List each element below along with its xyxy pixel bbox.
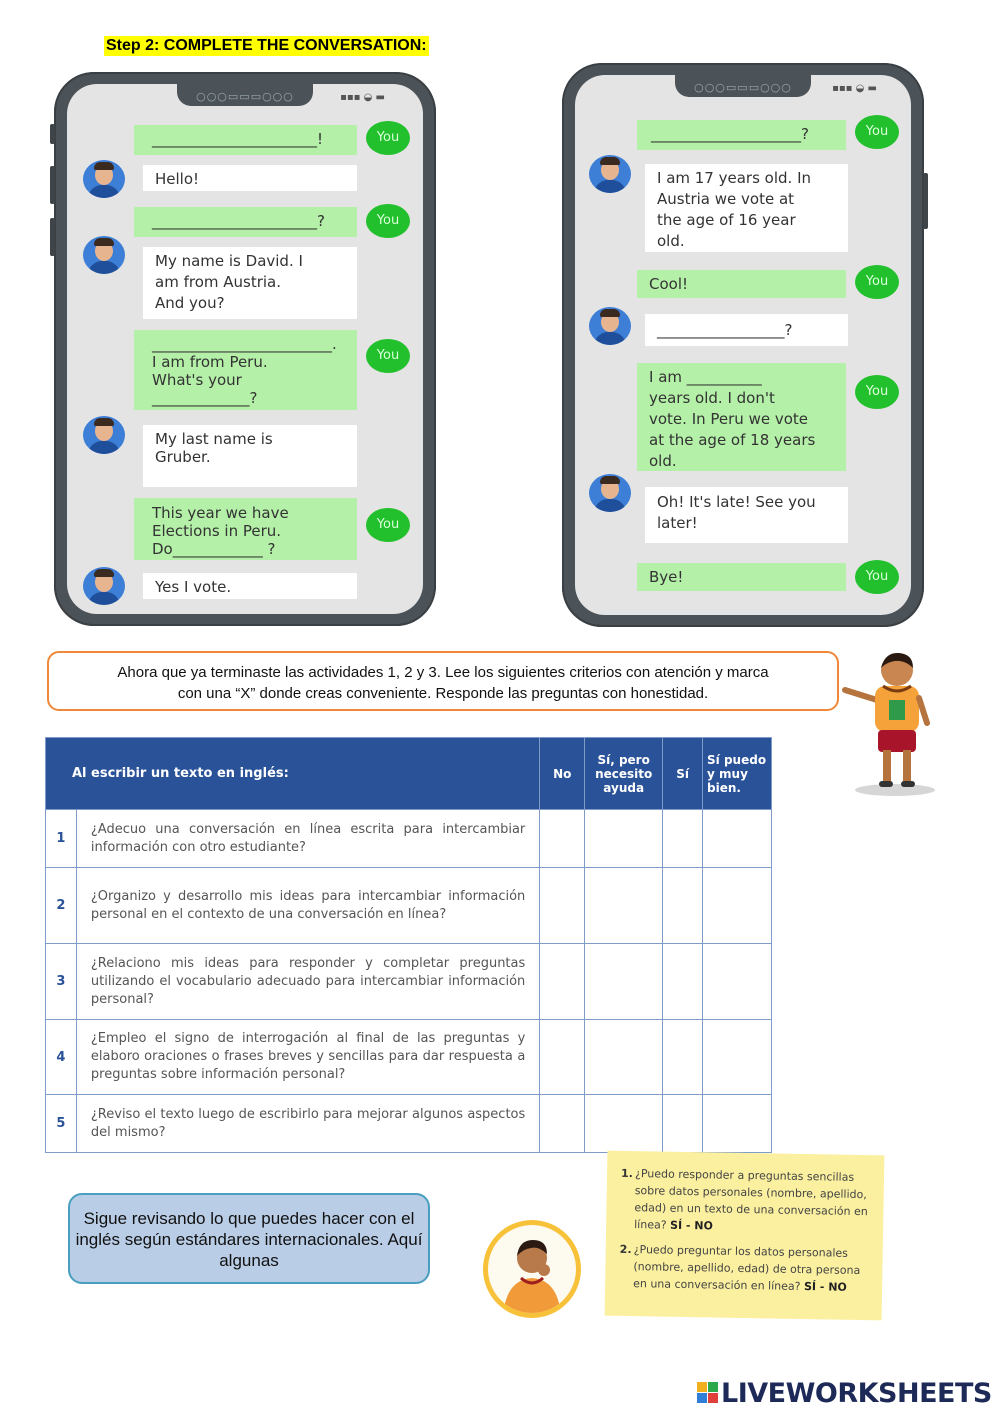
you-avatar: You bbox=[855, 375, 899, 409]
item-number: 2. bbox=[619, 1242, 632, 1257]
row-number: 5 bbox=[46, 1095, 77, 1153]
standards-item bbox=[619, 1241, 871, 1296]
david-avatar bbox=[83, 416, 125, 454]
checkbox-cell-no[interactable] bbox=[540, 810, 585, 868]
checkbox-cell-no[interactable] bbox=[540, 1020, 585, 1095]
item-number: 1. bbox=[620, 1166, 634, 1181]
checkbox-cell-help[interactable] bbox=[585, 944, 663, 1020]
standards-card bbox=[605, 1151, 885, 1321]
message-bubble-you: ________________________. I am from Peru. What's your _____________? bbox=[134, 330, 357, 410]
col-help: Sí, pero necesito ayuda bbox=[585, 738, 663, 810]
message-bubble-you: Bye! bbox=[637, 563, 846, 591]
message-bubble-you: This year we have Elections in Peru. Do____________ ? bbox=[134, 498, 357, 560]
col-well: Sí puedo y muy bien. bbox=[703, 738, 772, 810]
checkbox-cell-help[interactable] bbox=[585, 1095, 663, 1153]
instruction-line-2: con una “X” donde creas conveniente. Responde las preguntas con honestidad. bbox=[177, 685, 709, 702]
message-bubble-david: My name is David. I am from Austria. And you? bbox=[143, 247, 357, 319]
instruction-line-1: Ahora que ya terminaste las actividades 1, 2 y 3. Lee los siguientes criterios con atención y marca bbox=[117, 664, 769, 681]
you-avatar: You bbox=[366, 204, 410, 238]
self-assessment-table bbox=[45, 737, 772, 1153]
message-bubble-david: Yes I vote. bbox=[143, 573, 357, 599]
item-text bbox=[634, 1165, 872, 1237]
david-avatar bbox=[83, 160, 125, 198]
table-row bbox=[46, 1095, 772, 1153]
standards-item bbox=[620, 1165, 872, 1237]
table-header: Al escribir un texto en inglés: bbox=[46, 738, 540, 810]
you-avatar: You bbox=[855, 560, 899, 594]
you-avatar: You bbox=[366, 508, 410, 542]
table-row bbox=[46, 1020, 772, 1095]
standards-note: Sigue revisando lo que puedes hacer con el inglés según estándares internacionales. Aquí algunas bbox=[68, 1193, 430, 1284]
row-question: ¿Relaciono mis ideas para responder y completar preguntas utilizando el vocabulario adecuado para intercambiar información personal? bbox=[76, 944, 539, 1020]
checkbox-cell-help[interactable] bbox=[585, 868, 663, 944]
table-row bbox=[46, 868, 772, 944]
item-answer: SÍ - NO bbox=[803, 1280, 847, 1294]
step-title: Step 2: COMPLETE THE CONVERSATION: bbox=[106, 37, 427, 54]
david-avatar bbox=[589, 307, 631, 345]
item-question: ¿Puedo preguntar los datos personales (nombre, apellido, edad) de otra persona en una conversación en línea? bbox=[633, 1243, 861, 1293]
message-bubble-you: ______________________? bbox=[134, 207, 357, 237]
checkbox-cell-help[interactable] bbox=[585, 810, 663, 868]
you-avatar: You bbox=[855, 265, 899, 299]
message-bubble-david: I am 17 years old. In Austria we vote at the age of 16 year old. bbox=[645, 164, 848, 252]
row-question: ¿Empleo el signo de interrogación al final de las preguntas y elaboro oraciones o frases breves y sencillas para dar respuesta a preguntas sobre información personal? bbox=[76, 1020, 539, 1095]
message-bubble-david: My last name is Gruber. bbox=[143, 425, 357, 487]
checkbox-cell-si[interactable] bbox=[663, 868, 703, 944]
row-number: 1 bbox=[46, 810, 77, 868]
phone-left-screen: ○○○▭▭▭○○○ ▪▪▪ ◒ ▬ bbox=[67, 84, 423, 614]
row-question: ¿Organizo y desarrollo mis ideas para intercambiar información personal en el contexto de una conversación en línea? bbox=[76, 868, 539, 944]
item-answer: SÍ - NO bbox=[669, 1218, 714, 1233]
table-row bbox=[46, 810, 772, 868]
checkbox-cell-si[interactable] bbox=[663, 1020, 703, 1095]
row-number: 4 bbox=[46, 1020, 77, 1095]
checkbox-cell-well[interactable] bbox=[703, 944, 772, 1020]
message-bubble-david: _________________? bbox=[645, 314, 848, 346]
row-number: 2 bbox=[46, 868, 77, 944]
liveworksheets-logo-icon bbox=[697, 1382, 719, 1404]
item-text bbox=[633, 1241, 871, 1296]
checkbox-cell-well[interactable] bbox=[703, 868, 772, 944]
student-illustration bbox=[835, 648, 945, 798]
message-bubble-you: ____________________? bbox=[637, 120, 846, 150]
you-avatar: You bbox=[855, 115, 899, 149]
item-question: ¿Puedo responder a preguntas sencillas sobre datos personales (nombre, apellido, edad) en un texto de una conversación en línea? bbox=[634, 1167, 868, 1232]
row-number: 3 bbox=[46, 944, 77, 1020]
checkbox-cell-well[interactable] bbox=[703, 810, 772, 868]
david-avatar bbox=[589, 155, 631, 193]
col-si: Sí bbox=[663, 738, 703, 810]
checkbox-cell-well[interactable] bbox=[703, 1020, 772, 1095]
checkbox-cell-no[interactable] bbox=[540, 868, 585, 944]
student-circle-illustration bbox=[481, 1218, 583, 1320]
message-bubble-you: Cool! bbox=[637, 270, 846, 298]
phone-right-screen: ○○○▭▭▭○○○ ▪▪▪ ◒ ▬ bbox=[575, 75, 911, 615]
checkbox-cell-help[interactable] bbox=[585, 1020, 663, 1095]
message-bubble-david: Oh! It's late! See you later! bbox=[645, 487, 848, 543]
checkbox-cell-si[interactable] bbox=[663, 1095, 703, 1153]
david-avatar bbox=[83, 236, 125, 274]
col-no: No bbox=[540, 738, 585, 810]
logo-text: LIVEWORKSHEETS bbox=[721, 1378, 992, 1409]
checkbox-cell-well[interactable] bbox=[703, 1095, 772, 1153]
liveworksheets-logo bbox=[697, 1378, 992, 1409]
checkbox-cell-si[interactable] bbox=[663, 810, 703, 868]
david-avatar bbox=[589, 474, 631, 512]
you-avatar: You bbox=[366, 121, 410, 155]
row-question: ¿Reviso el texto luego de escribirlo para mejorar algunos aspectos del mismo? bbox=[76, 1095, 539, 1153]
checkbox-cell-no[interactable] bbox=[540, 1095, 585, 1153]
message-bubble-david: Hello! bbox=[143, 165, 357, 191]
table-row bbox=[46, 944, 772, 1020]
row-question: ¿Adecuo una conversación en línea escrita para intercambiar información con otro estudiante? bbox=[76, 810, 539, 868]
checkbox-cell-no[interactable] bbox=[540, 944, 585, 1020]
message-bubble-you: ______________________! bbox=[134, 125, 357, 155]
message-bubble-you: I am __________ years old. I don't vote. In Peru we vote at the age of 18 years old. bbox=[637, 363, 846, 471]
you-avatar: You bbox=[366, 339, 410, 373]
checkbox-cell-si[interactable] bbox=[663, 944, 703, 1020]
instruction-box bbox=[47, 651, 839, 711]
david-avatar bbox=[83, 567, 125, 605]
